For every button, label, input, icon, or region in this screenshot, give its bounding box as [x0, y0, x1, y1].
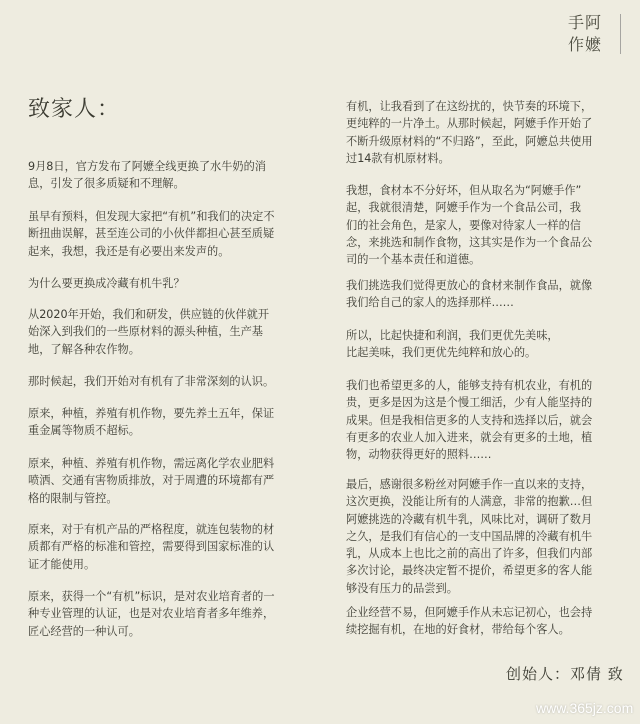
paragraph: 我们也希望更多的人，能够支持有机农业，有机的 贵，更多是因为这是个慢工细活，少有人能坚持的 成果。但是我相信更多的人支持和选择以后，就会 有更多的农业人加入进来，就会有更多的土地，植 物，动物获得更好的照料…… — [346, 379, 593, 462]
brand-logo — [568, 4, 634, 58]
paragraph: 9月8日，官方发布了阿嬷全线更换了水牛奶的消 息，引发了很多质疑和不理解。 — [28, 160, 266, 191]
paragraph: 为什么要更换成冷藏有机牛乳？ — [28, 277, 185, 290]
paragraph: 企业经营不易，但阿嬷手作从未忘记初心，也会持 续挖掘有机，在地的好食材，带给每个客人。 — [346, 606, 593, 637]
logo-line-1: 手阿 — [568, 13, 603, 32]
signature: 创始人：邓倩 致 — [506, 665, 624, 683]
paragraph: 有机，让我看到了在这纷扰的，快节奏的环境下， 更纯粹的一片净土。从那时候起，阿嬷手作开始了 不断升级原材料的“不归路”，至此，阿嬷总共使用 过14款有机原材料。 — [346, 100, 593, 165]
paragraph: 原来，对于有机产品的严格程度，就连包装物的材 质都有严格的标准和管控，需要得到国家标准的认 证才能使用。 — [28, 523, 275, 571]
paragraph: 最后，感谢很多粉丝对阿嬷手作一直以来的支持， 这次更换，没能让所有的人满意，非常的抱歉…但 阿嬷挑选的冷藏有机牛乳，风味比对，调研了数月 之久，是我们有信心的一支中国品牌的冷藏有机牛 乳，从成本上也比之前的高出了许多，但我们内部 多次讨论，最终决定暂不提价，希望更多的客人能 够没有压力的品尝到。 — [346, 478, 593, 595]
logo-line-2: 作嬷 — [568, 35, 603, 54]
paragraph: 所以，比起快捷和利润，我们更优先美味， 比起美味，我们更优先纯粹和放心的。 — [346, 329, 559, 360]
paragraph: 原来，种植、养殖有机作物，需远离化学农业肥料 喷洒、交通有害物质排放，对于周遭的环境都有严 格的限制与管控。 — [28, 457, 275, 505]
paragraph: 我们挑选我们觉得更放心的食材来制作食品，就像 我们给自己的家人的选择那样…… — [346, 279, 593, 310]
paragraph: 虽早有预料，但发现大家把“有机”和我们的决定不 断扭曲误解，甚至连公司的小伙伴都担心甚至质疑 起来，我想，我还是有必要出来发声的。 — [28, 210, 275, 258]
paragraph: 从2020年开始，我们和研发，供应链的伙伴就开 始深入到我们的一些原材料的源头种植，生产基 地，了解各种农作物。 — [28, 308, 270, 356]
watermark: www.365jz.com — [536, 700, 634, 716]
paragraph: 原来，获得一个“有机”标识，是对农业培育者的一 种专业管理的认证，也是对农业培育者多年维养， 匠心经营的一种认可。 — [28, 590, 275, 638]
paragraph: 那时候起，我们开始对有机有了非常深刻的认识。 — [28, 375, 275, 388]
paragraph: 原来，种植，养殖有机作物，要先养土五年，保证 重金属等物质不超标。 — [28, 407, 275, 438]
logo-seal — [620, 14, 627, 54]
letter-greeting: 致家人： — [28, 97, 121, 122]
paragraph: 我想，食材本不分好坏，但从取名为“阿嬷手作” 起，我就很清楚，阿嬷手作为一个食品公司，我 们的社会角色，是家人，要像对待家人一样的信 念，来挑选和制作食物，这其实是作为一个食品公 司的一个基本责任和道德。 — [346, 184, 593, 267]
